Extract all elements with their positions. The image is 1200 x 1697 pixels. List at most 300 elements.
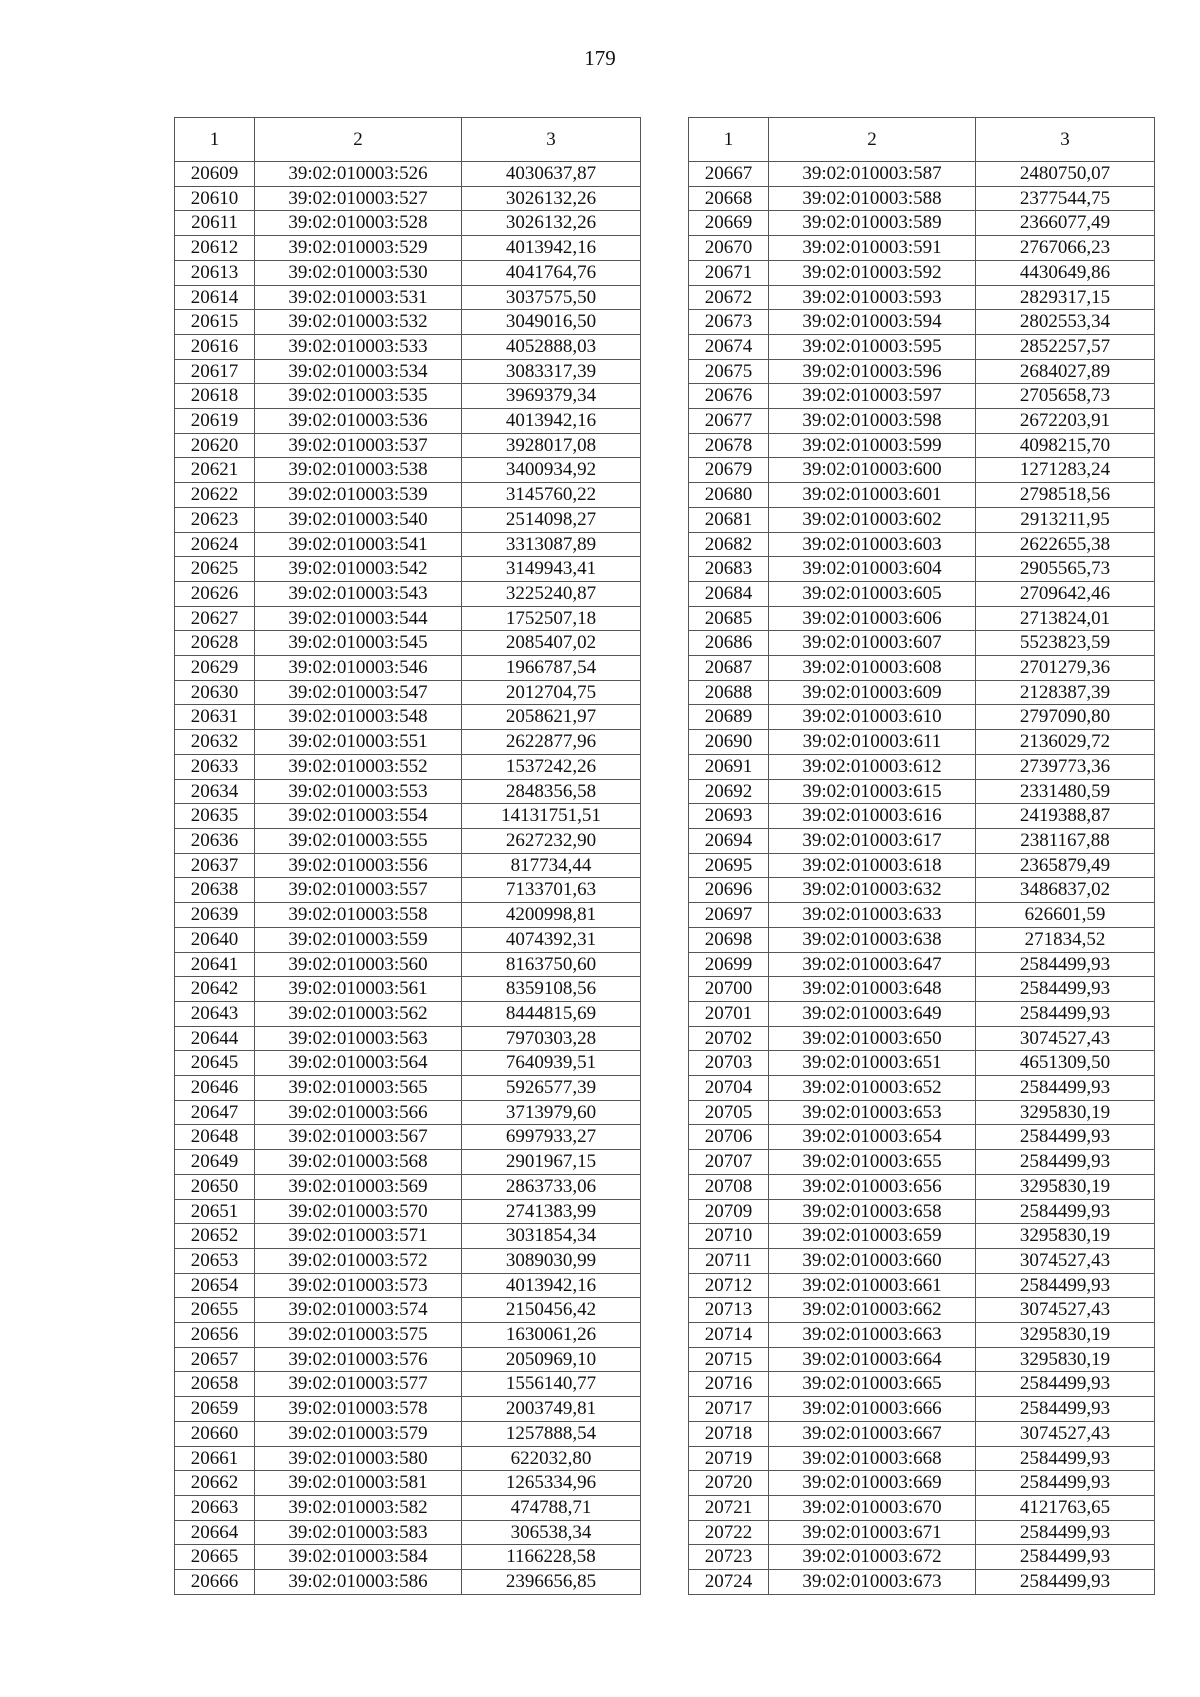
row-number-cell: 20702 (689, 1026, 769, 1051)
left-table-body (175, 162, 641, 1595)
value-cell: 3486837,02 (976, 878, 1155, 903)
row-number-cell: 20618 (175, 384, 255, 409)
cadastral-number-cell: 39:02:010003:588 (769, 186, 976, 211)
value-cell: 4121763,65 (976, 1495, 1155, 1520)
row-number-cell: 20634 (175, 779, 255, 804)
value-cell: 4052888,03 (462, 334, 641, 359)
row-number-cell: 20621 (175, 458, 255, 483)
value-cell: 2396656,85 (462, 1570, 641, 1595)
value-cell: 817734,44 (462, 853, 641, 878)
table-row (689, 1421, 1155, 1446)
cadastral-number-cell: 39:02:010003:617 (769, 828, 976, 853)
value-cell: 2863733,06 (462, 1174, 641, 1199)
row-number-cell: 20632 (175, 730, 255, 755)
cadastral-number-cell: 39:02:010003:528 (255, 211, 462, 236)
cadastral-number-cell: 39:02:010003:648 (769, 977, 976, 1002)
table-row (689, 705, 1155, 730)
row-number-cell: 20622 (175, 483, 255, 508)
value-cell: 2672203,91 (976, 409, 1155, 434)
cadastral-number-cell: 39:02:010003:600 (769, 458, 976, 483)
value-cell: 2584499,93 (976, 1520, 1155, 1545)
cadastral-number-cell: 39:02:010003:586 (255, 1570, 462, 1595)
row-number-cell: 20633 (175, 754, 255, 779)
table-row (689, 1495, 1155, 1520)
value-cell: 1630061,26 (462, 1323, 641, 1348)
value-cell: 2584499,93 (976, 1150, 1155, 1175)
table-row (175, 631, 641, 656)
cadastral-number-cell: 39:02:010003:605 (769, 581, 976, 606)
cadastral-number-cell: 39:02:010003:662 (769, 1298, 976, 1323)
row-number-cell: 20688 (689, 680, 769, 705)
cadastral-number-cell: 39:02:010003:543 (255, 581, 462, 606)
header-row (689, 118, 1155, 162)
table-row (689, 581, 1155, 606)
cadastral-number-cell: 39:02:010003:603 (769, 532, 976, 557)
header-cell-2: 2 (255, 118, 462, 162)
cadastral-number-cell: 39:02:010003:584 (255, 1545, 462, 1570)
table-row (689, 557, 1155, 582)
page-number: 179 (584, 46, 616, 70)
table-row (175, 1421, 641, 1446)
row-number-cell: 20662 (175, 1471, 255, 1496)
row-number-cell: 20684 (689, 581, 769, 606)
cadastral-number-cell: 39:02:010003:583 (255, 1520, 462, 1545)
table-row (175, 754, 641, 779)
table-row (689, 656, 1155, 681)
table-row (689, 754, 1155, 779)
cadastral-number-cell: 39:02:010003:526 (255, 162, 462, 187)
row-number-cell: 20629 (175, 656, 255, 681)
cadastral-number-cell: 39:02:010003:564 (255, 1051, 462, 1076)
row-number-cell: 20630 (175, 680, 255, 705)
row-number-cell: 20655 (175, 1298, 255, 1323)
cadastral-number-cell: 39:02:010003:599 (769, 433, 976, 458)
cadastral-number-cell: 39:02:010003:534 (255, 359, 462, 384)
value-cell: 3074527,43 (976, 1248, 1155, 1273)
table-row (175, 433, 641, 458)
row-number-cell: 20609 (175, 162, 255, 187)
cadastral-number-cell: 39:02:010003:618 (769, 853, 976, 878)
cadastral-number-cell: 39:02:010003:611 (769, 730, 976, 755)
table-row (175, 927, 641, 952)
cadastral-number-cell: 39:02:010003:672 (769, 1545, 976, 1570)
cadastral-number-cell: 39:02:010003:667 (769, 1421, 976, 1446)
value-cell: 3074527,43 (976, 1298, 1155, 1323)
row-number-cell: 20693 (689, 804, 769, 829)
cadastral-number-cell: 39:02:010003:566 (255, 1100, 462, 1125)
row-number-cell: 20675 (689, 359, 769, 384)
table-row (175, 211, 641, 236)
table-row (175, 779, 641, 804)
row-number-cell: 20676 (689, 384, 769, 409)
value-cell: 4030637,87 (462, 162, 641, 187)
row-number-cell: 20663 (175, 1495, 255, 1520)
cadastral-number-cell: 39:02:010003:606 (769, 606, 976, 631)
value-cell: 3295830,19 (976, 1174, 1155, 1199)
table-row (689, 1125, 1155, 1150)
table-row (175, 1273, 641, 1298)
cadastral-number-cell: 39:02:010003:542 (255, 557, 462, 582)
row-number-cell: 20619 (175, 409, 255, 434)
value-cell: 2905565,73 (976, 557, 1155, 582)
row-number-cell: 20647 (175, 1100, 255, 1125)
value-cell: 3713979,60 (462, 1100, 641, 1125)
table-row (175, 1076, 641, 1101)
row-number-cell: 20659 (175, 1397, 255, 1422)
table-row (175, 1495, 641, 1520)
row-number-cell: 20658 (175, 1372, 255, 1397)
value-cell: 1271283,24 (976, 458, 1155, 483)
row-number-cell: 20706 (689, 1125, 769, 1150)
row-number-cell: 20612 (175, 236, 255, 261)
cadastral-number-cell: 39:02:010003:535 (255, 384, 462, 409)
table-row (175, 1125, 641, 1150)
table-row (689, 359, 1155, 384)
value-cell: 2050969,10 (462, 1347, 641, 1372)
cadastral-number-cell: 39:02:010003:653 (769, 1100, 976, 1125)
table-row (175, 828, 641, 853)
row-number-cell: 20708 (689, 1174, 769, 1199)
cadastral-number-cell: 39:02:010003:647 (769, 952, 976, 977)
row-number-cell: 20721 (689, 1495, 769, 1520)
row-number-cell: 20686 (689, 631, 769, 656)
header-cell-1: 1 (689, 118, 769, 162)
cadastral-number-cell: 39:02:010003:655 (769, 1150, 976, 1175)
cadastral-number-cell: 39:02:010003:579 (255, 1421, 462, 1446)
cadastral-number-cell: 39:02:010003:659 (769, 1224, 976, 1249)
table-row (175, 310, 641, 335)
value-cell: 2150456,42 (462, 1298, 641, 1323)
cadastral-number-cell: 39:02:010003:654 (769, 1125, 976, 1150)
row-number-cell: 20669 (689, 211, 769, 236)
cadastral-number-cell: 39:02:010003:595 (769, 334, 976, 359)
table-row (689, 903, 1155, 928)
cadastral-number-cell: 39:02:010003:610 (769, 705, 976, 730)
value-cell: 2136029,72 (976, 730, 1155, 755)
value-cell: 3295830,19 (976, 1323, 1155, 1348)
value-cell: 2366077,49 (976, 211, 1155, 236)
cadastral-number-cell: 39:02:010003:529 (255, 236, 462, 261)
table-row (689, 828, 1155, 853)
row-number-cell: 20720 (689, 1471, 769, 1496)
value-cell: 3083317,39 (462, 359, 641, 384)
row-number-cell: 20673 (689, 310, 769, 335)
table-row (689, 1545, 1155, 1570)
row-number-cell: 20643 (175, 1001, 255, 1026)
row-number-cell: 20664 (175, 1520, 255, 1545)
table-row (689, 532, 1155, 557)
table-row (175, 557, 641, 582)
table-row (689, 162, 1155, 187)
cadastral-number-cell: 39:02:010003:580 (255, 1446, 462, 1471)
table-row (175, 804, 641, 829)
row-number-cell: 20624 (175, 532, 255, 557)
cadastral-number-cell: 39:02:010003:562 (255, 1001, 462, 1026)
row-number-cell: 20656 (175, 1323, 255, 1348)
value-cell: 2913211,95 (976, 507, 1155, 532)
table-row (689, 952, 1155, 977)
value-cell: 2128387,39 (976, 680, 1155, 705)
value-cell: 2584499,93 (976, 1471, 1155, 1496)
value-cell: 1166228,58 (462, 1545, 641, 1570)
value-cell: 3295830,19 (976, 1100, 1155, 1125)
row-number-cell: 20650 (175, 1174, 255, 1199)
cadastral-number-cell: 39:02:010003:666 (769, 1397, 976, 1422)
value-cell: 4098215,70 (976, 433, 1155, 458)
row-number-cell: 20625 (175, 557, 255, 582)
value-cell: 8444815,69 (462, 1001, 641, 1026)
cadastral-number-cell: 39:02:010003:665 (769, 1372, 976, 1397)
row-number-cell: 20679 (689, 458, 769, 483)
table-row (689, 804, 1155, 829)
value-cell: 8163750,60 (462, 952, 641, 977)
cadastral-number-cell: 39:02:010003:553 (255, 779, 462, 804)
table-row (175, 483, 641, 508)
table-row (175, 384, 641, 409)
table-row (689, 1001, 1155, 1026)
table-row (689, 1372, 1155, 1397)
cadastral-number-cell: 39:02:010003:589 (769, 211, 976, 236)
table-row (175, 260, 641, 285)
row-number-cell: 20637 (175, 853, 255, 878)
row-number-cell: 20638 (175, 878, 255, 903)
value-cell: 2622877,96 (462, 730, 641, 755)
table-row (175, 1150, 641, 1175)
row-number-cell: 20707 (689, 1150, 769, 1175)
value-cell: 3400934,92 (462, 458, 641, 483)
row-number-cell: 20636 (175, 828, 255, 853)
value-cell: 2848356,58 (462, 779, 641, 804)
row-number-cell: 20696 (689, 878, 769, 903)
value-cell: 7133701,63 (462, 878, 641, 903)
table-row (689, 1298, 1155, 1323)
row-number-cell: 20654 (175, 1273, 255, 1298)
table-row (175, 1248, 641, 1273)
table-row (175, 1001, 641, 1026)
cadastral-number-cell: 39:02:010003:632 (769, 878, 976, 903)
row-number-cell: 20703 (689, 1051, 769, 1076)
table-row (175, 162, 641, 187)
header-cell-3: 3 (976, 118, 1155, 162)
table-row (689, 433, 1155, 458)
row-number-cell: 20719 (689, 1446, 769, 1471)
table-row (175, 1570, 641, 1595)
value-cell: 3149943,41 (462, 557, 641, 582)
value-cell: 2331480,59 (976, 779, 1155, 804)
cadastral-number-cell: 39:02:010003:557 (255, 878, 462, 903)
cadastral-number-cell: 39:02:010003:556 (255, 853, 462, 878)
table-row (175, 1051, 641, 1076)
table-row (689, 1520, 1155, 1545)
cadastral-number-cell: 39:02:010003:612 (769, 754, 976, 779)
cadastral-number-cell: 39:02:010003:656 (769, 1174, 976, 1199)
cadastral-number-cell: 39:02:010003:538 (255, 458, 462, 483)
right-table (688, 117, 1155, 1595)
table-row (689, 384, 1155, 409)
value-cell: 306538,34 (462, 1520, 641, 1545)
table-row (175, 285, 641, 310)
cadastral-number-cell: 39:02:010003:533 (255, 334, 462, 359)
table-row (175, 458, 641, 483)
cadastral-number-cell: 39:02:010003:604 (769, 557, 976, 582)
row-number-cell: 20678 (689, 433, 769, 458)
row-number-cell: 20610 (175, 186, 255, 211)
row-number-cell: 20689 (689, 705, 769, 730)
value-cell: 2767066,23 (976, 236, 1155, 261)
cadastral-number-cell: 39:02:010003:660 (769, 1248, 976, 1273)
table-row (689, 186, 1155, 211)
value-cell: 2829317,15 (976, 285, 1155, 310)
cadastral-number-cell: 39:02:010003:574 (255, 1298, 462, 1323)
cadastral-number-cell: 39:02:010003:530 (255, 260, 462, 285)
table-row (175, 532, 641, 557)
cadastral-number-cell: 39:02:010003:651 (769, 1051, 976, 1076)
value-cell: 2584499,93 (976, 1125, 1155, 1150)
row-number-cell: 20699 (689, 952, 769, 977)
value-cell: 2713824,01 (976, 606, 1155, 631)
table-row (689, 1347, 1155, 1372)
table-row (175, 1323, 641, 1348)
table-row (689, 1446, 1155, 1471)
value-cell: 4013942,16 (462, 409, 641, 434)
table-row (175, 903, 641, 928)
value-cell: 2852257,57 (976, 334, 1155, 359)
table-row (175, 186, 641, 211)
table-row (689, 680, 1155, 705)
cadastral-number-cell: 39:02:010003:664 (769, 1347, 976, 1372)
value-cell: 3074527,43 (976, 1026, 1155, 1051)
row-number-cell: 20649 (175, 1150, 255, 1175)
table-row (175, 1100, 641, 1125)
table-row (689, 878, 1155, 903)
cadastral-number-cell: 39:02:010003:608 (769, 656, 976, 681)
value-cell: 1265334,96 (462, 1471, 641, 1496)
row-number-cell: 20698 (689, 927, 769, 952)
value-cell: 5523823,59 (976, 631, 1155, 656)
row-number-cell: 20694 (689, 828, 769, 853)
value-cell: 2622655,38 (976, 532, 1155, 557)
row-number-cell: 20716 (689, 1372, 769, 1397)
cadastral-number-cell: 39:02:010003:649 (769, 1001, 976, 1026)
left-table (174, 117, 641, 1595)
row-number-cell: 20724 (689, 1570, 769, 1595)
row-number-cell: 20711 (689, 1248, 769, 1273)
cadastral-number-cell: 39:02:010003:598 (769, 409, 976, 434)
value-cell: 2709642,46 (976, 581, 1155, 606)
cadastral-number-cell: 39:02:010003:531 (255, 285, 462, 310)
cadastral-number-cell: 39:02:010003:532 (255, 310, 462, 335)
cadastral-number-cell: 39:02:010003:594 (769, 310, 976, 335)
value-cell: 2684027,89 (976, 359, 1155, 384)
row-number-cell: 20616 (175, 334, 255, 359)
table-row (689, 977, 1155, 1002)
row-number-cell: 20683 (689, 557, 769, 582)
table-row (689, 606, 1155, 631)
cadastral-number-cell: 39:02:010003:663 (769, 1323, 976, 1348)
row-number-cell: 20665 (175, 1545, 255, 1570)
row-number-cell: 20642 (175, 977, 255, 1002)
cadastral-number-cell: 39:02:010003:593 (769, 285, 976, 310)
cadastral-number-cell: 39:02:010003:670 (769, 1495, 976, 1520)
value-cell: 1556140,77 (462, 1372, 641, 1397)
cadastral-number-cell: 39:02:010003:565 (255, 1076, 462, 1101)
row-number-cell: 20714 (689, 1323, 769, 1348)
table-row (175, 878, 641, 903)
cadastral-number-cell: 39:02:010003:578 (255, 1397, 462, 1422)
row-number-cell: 20704 (689, 1076, 769, 1101)
table-row (689, 1224, 1155, 1249)
cadastral-number-cell: 39:02:010003:601 (769, 483, 976, 508)
value-cell: 2802553,34 (976, 310, 1155, 335)
row-number-cell: 20646 (175, 1076, 255, 1101)
value-cell: 2584499,93 (976, 1076, 1155, 1101)
value-cell: 4013942,16 (462, 1273, 641, 1298)
value-cell: 2381167,88 (976, 828, 1155, 853)
value-cell: 2584499,93 (976, 977, 1155, 1002)
cadastral-number-cell: 39:02:010003:560 (255, 952, 462, 977)
table-row (175, 606, 641, 631)
cadastral-number-cell: 39:02:010003:650 (769, 1026, 976, 1051)
cadastral-number-cell: 39:02:010003:633 (769, 903, 976, 928)
cadastral-number-cell: 39:02:010003:548 (255, 705, 462, 730)
value-cell: 2584499,93 (976, 1570, 1155, 1595)
table-row (689, 730, 1155, 755)
table-row (175, 977, 641, 1002)
value-cell: 3145760,22 (462, 483, 641, 508)
cadastral-number-cell: 39:02:010003:668 (769, 1446, 976, 1471)
value-cell: 2701279,36 (976, 656, 1155, 681)
row-number-cell: 20713 (689, 1298, 769, 1323)
cadastral-number-cell: 39:02:010003:573 (255, 1273, 462, 1298)
cadastral-number-cell: 39:02:010003:658 (769, 1199, 976, 1224)
value-cell: 7640939,51 (462, 1051, 641, 1076)
table-row (175, 1520, 641, 1545)
row-number-cell: 20671 (689, 260, 769, 285)
table-row (689, 458, 1155, 483)
value-cell: 3313087,89 (462, 532, 641, 557)
table-row (689, 409, 1155, 434)
table-row (175, 1199, 641, 1224)
row-number-cell: 20660 (175, 1421, 255, 1446)
value-cell: 2584499,93 (976, 1273, 1155, 1298)
cadastral-number-cell: 39:02:010003:609 (769, 680, 976, 705)
row-number-cell: 20722 (689, 1520, 769, 1545)
table-row (175, 705, 641, 730)
table-row (175, 409, 641, 434)
value-cell: 8359108,56 (462, 977, 641, 1002)
value-cell: 2480750,07 (976, 162, 1155, 187)
table-row (689, 507, 1155, 532)
value-cell: 2584499,93 (976, 952, 1155, 977)
row-number-cell: 20701 (689, 1001, 769, 1026)
value-cell: 14131751,51 (462, 804, 641, 829)
row-number-cell: 20644 (175, 1026, 255, 1051)
row-number-cell: 20672 (689, 285, 769, 310)
value-cell: 2584499,93 (976, 1199, 1155, 1224)
cadastral-number-cell: 39:02:010003:559 (255, 927, 462, 952)
header-cell-3: 3 (462, 118, 641, 162)
cadastral-number-cell: 39:02:010003:607 (769, 631, 976, 656)
table-row (689, 236, 1155, 261)
cadastral-number-cell: 39:02:010003:547 (255, 680, 462, 705)
cadastral-number-cell: 39:02:010003:558 (255, 903, 462, 928)
value-cell: 3928017,08 (462, 433, 641, 458)
value-cell: 2584499,93 (976, 1372, 1155, 1397)
row-number-cell: 20615 (175, 310, 255, 335)
value-cell: 2584499,93 (976, 1001, 1155, 1026)
cadastral-number-cell: 39:02:010003:541 (255, 532, 462, 557)
row-number-cell: 20631 (175, 705, 255, 730)
